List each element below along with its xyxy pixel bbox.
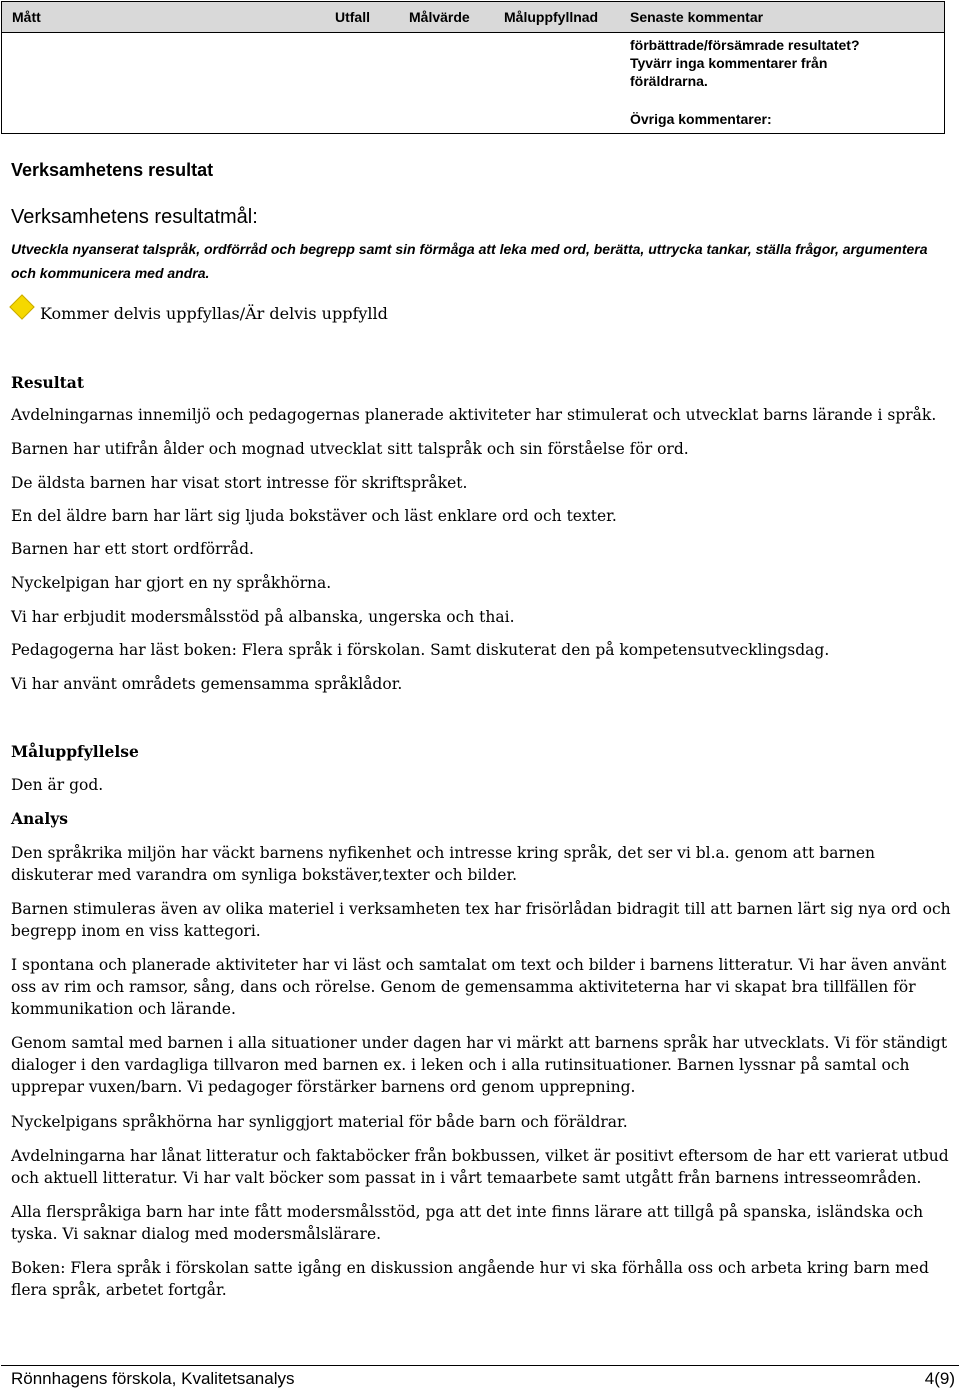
resultat-line: Vi har använt områdets gemensamma språklådor. bbox=[11, 675, 403, 693]
resultat-line: Avdelningarnas innemiljö och pedagogernas planerade aktiviteter har stimulerat och utvecklat barns lärande i språk. bbox=[11, 406, 937, 424]
goal-text: Utveckla nyanserat talspråk, ordförråd och begrepp samt sin förmåga att leka med ord, berätta, uttrycka tankar, ställa frågor, argumentera och kommunicera med andra. bbox=[11, 241, 928, 281]
other-comments-label: Övriga kommentarer: bbox=[630, 111, 772, 127]
maluppfyllelse-heading: Måluppfyllelse bbox=[11, 742, 139, 761]
comment-line: förbättrade/försämrade resultatet? bbox=[630, 37, 860, 53]
analys-paragraph: Genom samtal med barnen i alla situationer under dagen har vi märkt att barnens språk har utvecklats. Vi för ständigt dialoger i den vardagliga tillvaron med barnen ex. i leken och i alla rutinsituationer. Barnen lyssnar på samtal och upprepar vuxen/barn. Vi pedagoger förstärker barnens ord genom upprepning. bbox=[11, 1034, 948, 1096]
col-header-maluppfyllnad: Måluppfyllnad bbox=[504, 9, 599, 25]
status-text: Kommer delvis uppfyllas/Är delvis uppfylld bbox=[40, 304, 388, 323]
section-title: Verksamhetens resultat bbox=[11, 160, 214, 180]
latest-comment-cell bbox=[630, 36, 930, 128]
col-header-senaste-kommentar: Senaste kommentar bbox=[630, 9, 764, 25]
resultat-heading: Resultat bbox=[11, 373, 84, 392]
footer-document-title: Rönnhagens förskola, Kvalitetsanalys bbox=[11, 1369, 295, 1388]
yellow-diamond-icon bbox=[9, 294, 34, 319]
analys-paragraph: Alla flerspråkiga barn har inte fått modersmålsstöd, pga att det inte finns lärare att tillgå på spanska, isländska och tyska. Vi saknar dialog med modersmålslärare. bbox=[11, 1203, 924, 1243]
measures-table bbox=[1, 1, 945, 134]
maluppfyllelse-text: Den är god. bbox=[11, 776, 104, 794]
analys-paragraph: Barnen stimuleras även av olika materiel i verksamheten tex har frisörlådan bidragit till att barnen lärt sig nya ord och begrepp inom en viss kattegori. bbox=[11, 900, 951, 940]
resultat-line: Vi har erbjudit modersmålsstöd på albanska, ungerska och thai. bbox=[11, 608, 515, 626]
analys-paragraph: Nyckelpigans språkhörna har synliggjort material för både barn och föräldrar. bbox=[11, 1113, 628, 1131]
comment-line: föräldrarna. bbox=[630, 73, 708, 89]
analys-paragraph: I spontana och planerade aktiviteter har vi läst och samtalat om text och bilder i barnens litteratur. Vi har även använt oss av rim och ramsor, sång, dans och rörelse. Genom de gemensamma aktiviteterna har vi skapat bra tillfällen för kommunikation och lärande. bbox=[11, 956, 947, 1018]
table-header-row bbox=[2, 2, 944, 33]
resultat-line: En del äldre barn har lärt sig ljuda bokstäver och läst enklare ord och texter. bbox=[11, 507, 617, 525]
comment-line: Tyvärr inga kommentarer från bbox=[630, 55, 828, 71]
resultat-line: Nyckelpigan har gjort en ny språkhörna. bbox=[11, 574, 332, 592]
analys-paragraph: Avdelningarna har lånat litteratur och faktaböcker från bokbussen, vilket är positivt eftersom de har ett varierat utbud och aktuell litteratur. Vi har valt böcker som passat in i vårt temaarbete samt utgått från barnens intresseområden. bbox=[11, 1147, 949, 1187]
analys-heading: Analys bbox=[11, 809, 68, 828]
resultat-line: Pedagogerna har läst boken: Flera språk i förskolan. Samt diskuterat den på kompetensutvecklingsdag. bbox=[11, 641, 830, 659]
analys-paragraph: Den språkrika miljön har väckt barnens nyfikenhet och intresse kring språk, det ser vi bl.a. genom att barnen diskuterar med varandra om synliga bokstäver,texter och bilder. bbox=[11, 844, 876, 884]
page-number: 4(9) bbox=[924, 1369, 955, 1388]
col-header-utfall: Utfall bbox=[335, 9, 370, 25]
analys-paragraph: Boken: Flera språk i förskolan satte igång en diskussion angående hur vi ska förhålla oss och arbeta kring barn med flera språk, arbetet fortgår. bbox=[11, 1259, 929, 1299]
col-header-matt: Mått bbox=[12, 9, 41, 25]
resultat-line: Barnen har utifrån ålder och mognad utvecklat sitt talspråk och sin förståelse för ord. bbox=[11, 440, 689, 458]
resultat-line: De äldsta barnen har visat stort intresse för skriftspråket. bbox=[11, 474, 468, 492]
resultat-line: Barnen har ett stort ordförråd. bbox=[11, 540, 254, 558]
col-header-malvarde: Målvärde bbox=[409, 9, 470, 25]
footer-divider bbox=[1, 1365, 959, 1366]
goal-title: Verksamhetens resultatmål: bbox=[11, 206, 258, 228]
